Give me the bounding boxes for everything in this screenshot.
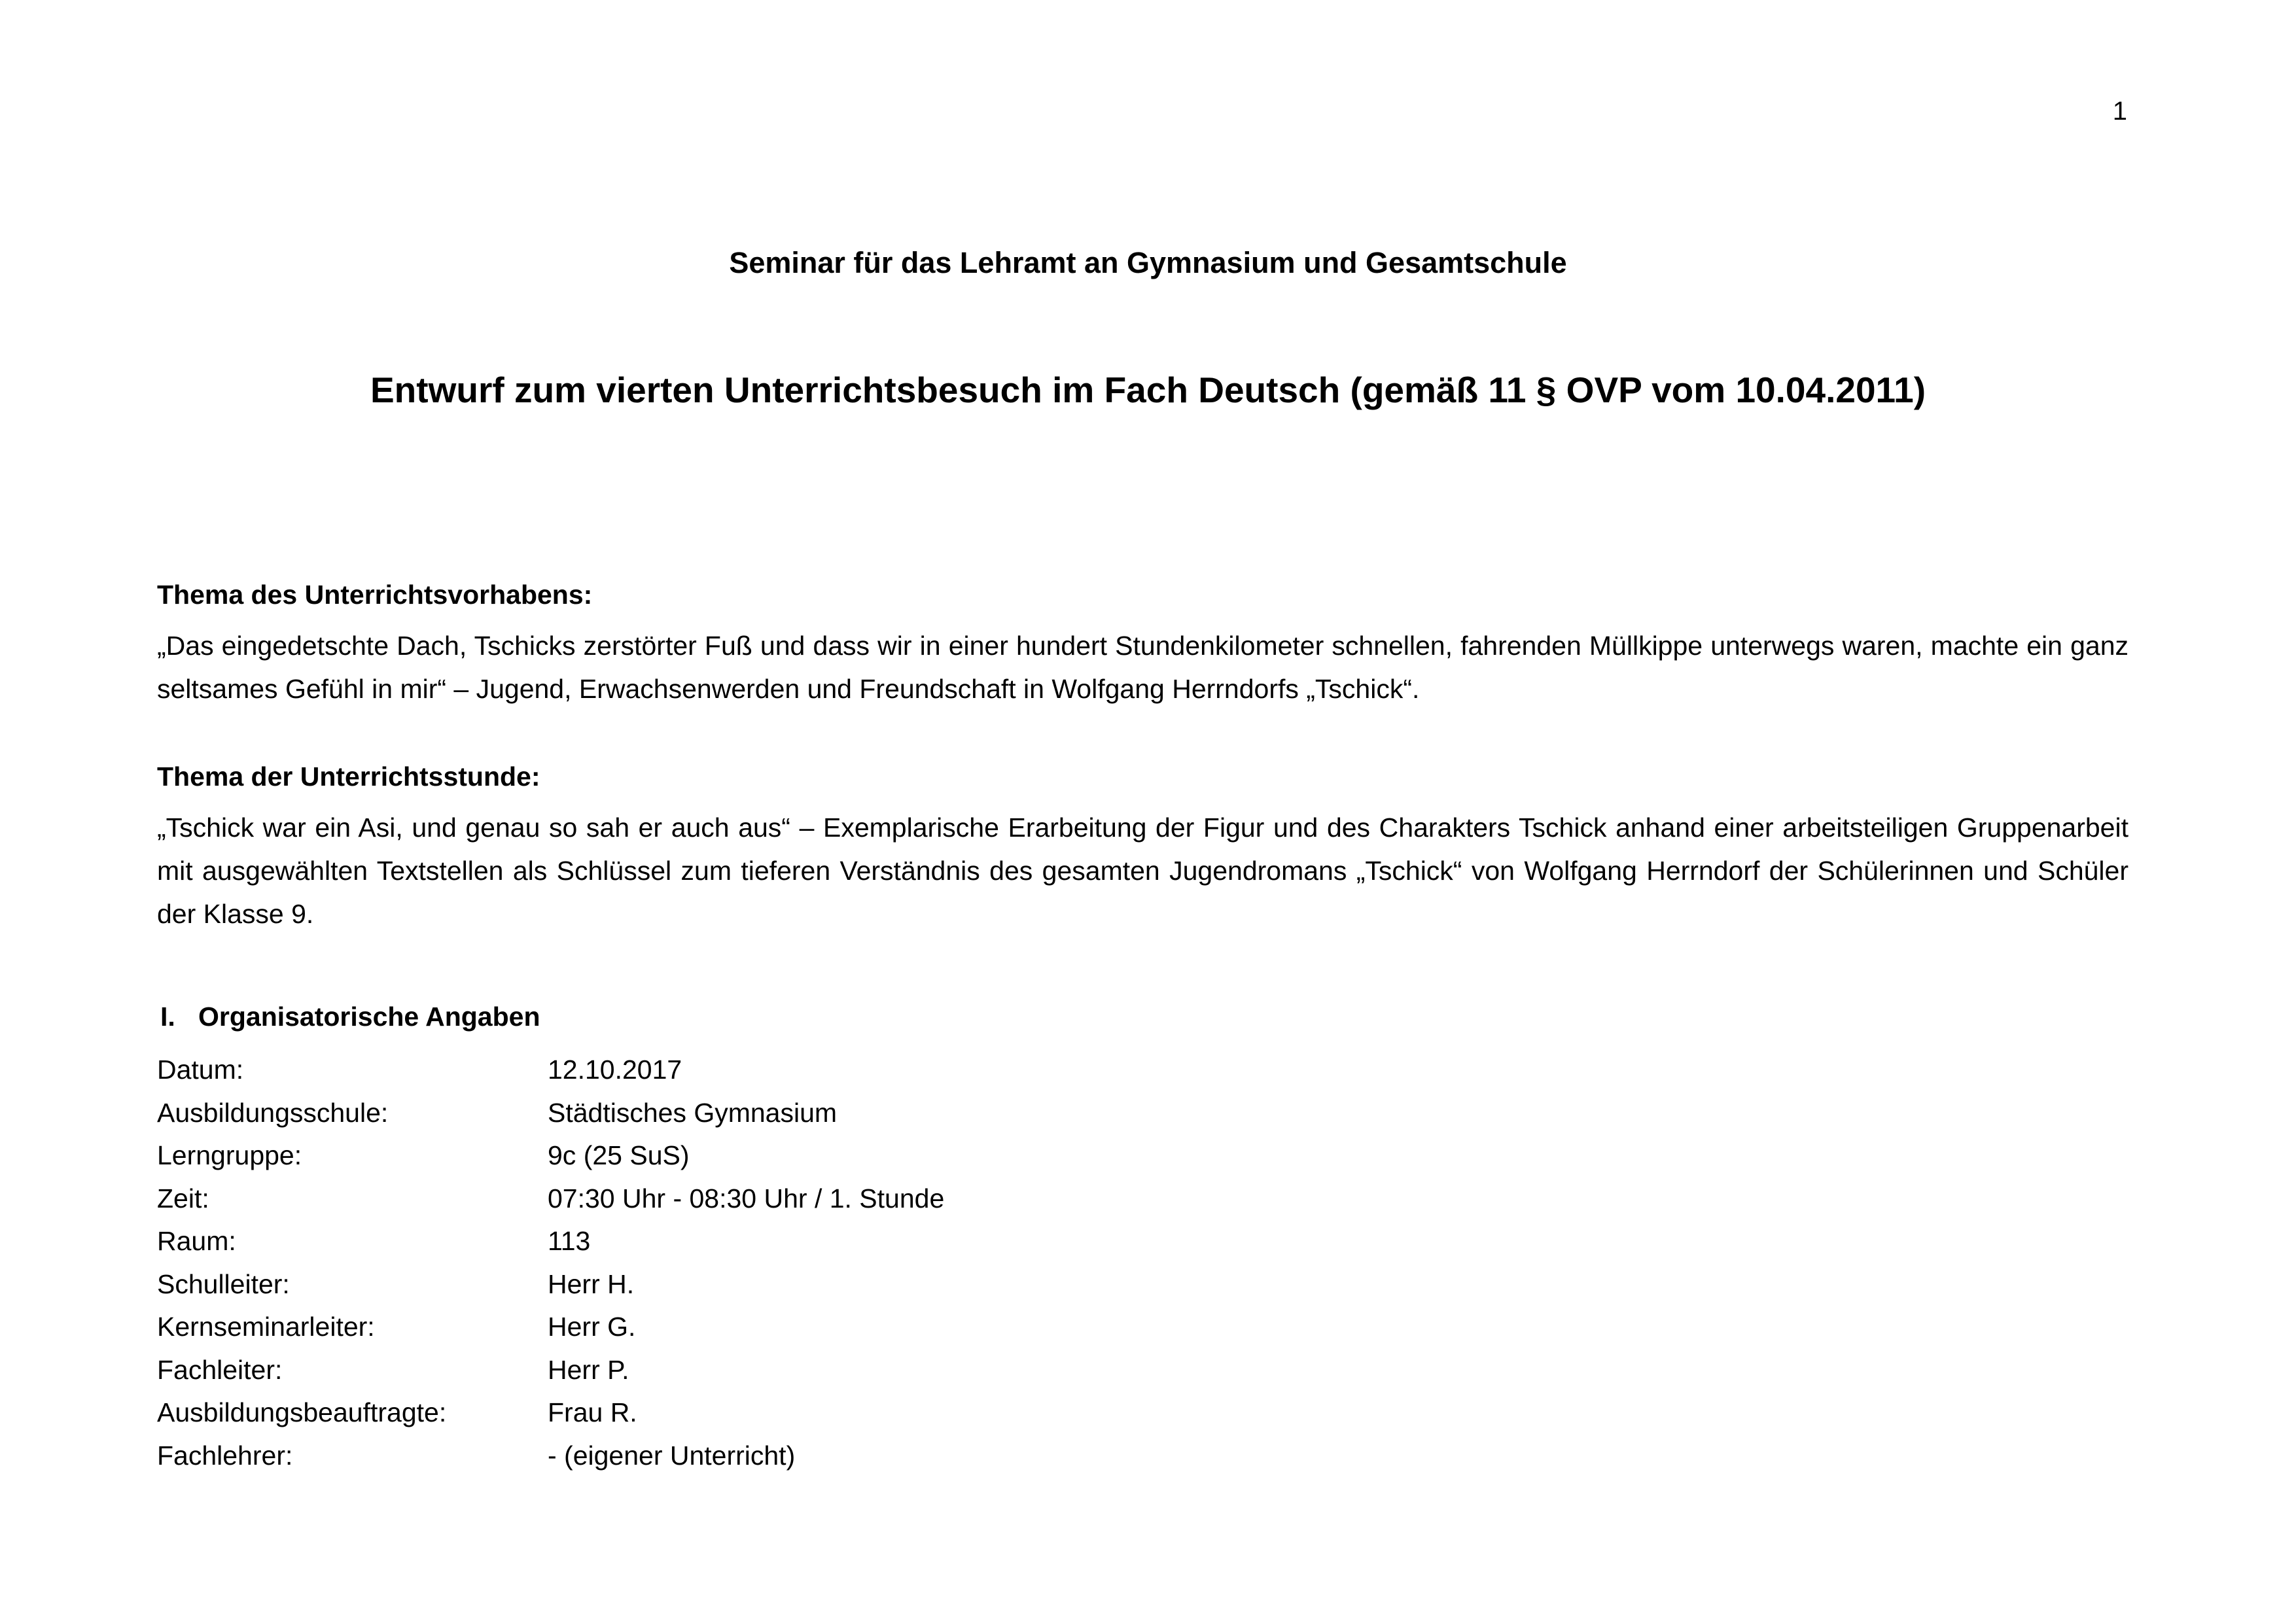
- info-value: - (eigener Unterricht): [548, 1440, 796, 1471]
- info-label: Fachleiter:: [157, 1354, 283, 1385]
- info-label: Zeit:: [157, 1183, 209, 1213]
- paragraph-stunde: „Tschick war ein Asi, und genau so sah er auch aus“ – Exemplarische Erarbeitung der Figur und des Charakters Tschick anhand einer arbeitsteiligen Gruppenarbeit mit ausgewählten Textstellen als Schlüssel zum tieferen Verständnis des gesamten Jugendromans „Tschick“ von Wolfgang Herrndorf der Schülerinnen und Schüler der Klasse 9.: [157, 812, 2128, 930]
- section-heading-org: [157, 1001, 2128, 1033]
- info-value: 9c (25 SuS): [548, 1140, 690, 1171]
- info-row: [157, 1049, 2128, 1092]
- info-row: [157, 1263, 2128, 1306]
- section-heading-org-label: Organisatorische Angaben: [198, 1002, 540, 1032]
- info-value: Frau R.: [548, 1397, 637, 1428]
- info-row: [157, 1178, 2128, 1221]
- info-label: Raum:: [157, 1226, 236, 1257]
- section-heading-stunde: Thema der Unterrichtsstunde:: [157, 761, 540, 792]
- section-organisatorische-angaben: [157, 1001, 2128, 1477]
- info-row: [157, 1220, 2128, 1263]
- info-row: [157, 1306, 2128, 1349]
- info-label: Kernseminarleiter:: [157, 1312, 375, 1342]
- section-heading-vorhaben: Thema des Unterrichtsvorhabens:: [157, 580, 593, 610]
- info-label: Ausbildungsbeauftragte:: [157, 1397, 447, 1428]
- info-table: [157, 1049, 2128, 1477]
- info-label: Lerngruppe:: [157, 1140, 302, 1171]
- main-title: Entwurf zum vierten Unterrichtsbesuch im Fach Deutsch (gemäß 11 § OVP vom 10.04.2011): [370, 370, 1926, 410]
- info-row: [157, 1349, 2128, 1392]
- info-value: Städtisches Gymnasium: [548, 1097, 838, 1128]
- info-row: [157, 1134, 2128, 1178]
- info-value: 07:30 Uhr - 08:30 Uhr / 1. Stunde: [548, 1183, 945, 1213]
- info-label: Fachlehrer:: [157, 1440, 293, 1471]
- seminar-title: Seminar für das Lehramt an Gymnasium und Gesamtschule: [729, 246, 1567, 279]
- section-unterrichtsvorhaben: [157, 579, 2128, 710]
- section-unterrichtsstunde: [157, 761, 2128, 935]
- info-row: [157, 1092, 2128, 1135]
- section-number: I.: [160, 1002, 175, 1032]
- info-row: [157, 1435, 2128, 1478]
- info-value: Herr P.: [548, 1354, 629, 1385]
- info-value: 12.10.2017: [548, 1055, 682, 1085]
- page-number: 1: [2112, 97, 2127, 126]
- info-label: Ausbildungsschule:: [157, 1097, 389, 1128]
- paragraph-vorhaben: „Das eingedetschte Dach, Tschicks zerstörter Fuß und dass wir in einer hundert Stundenkilometer schnellen, fahrenden Müllkippe unterwegs waren, machte ein ganz seltsames Gefühl in mir“ – Jugend, Erwachsenwerden und Freundschaft in Wolfgang Herrndorfs „Tschick“.: [157, 631, 2128, 705]
- info-label: Datum:: [157, 1055, 244, 1085]
- info-value: Herr G.: [548, 1312, 636, 1342]
- info-label: Schulleiter:: [157, 1268, 290, 1299]
- info-value: Herr H.: [548, 1268, 635, 1299]
- info-row: [157, 1391, 2128, 1435]
- info-value: 113: [548, 1226, 591, 1257]
